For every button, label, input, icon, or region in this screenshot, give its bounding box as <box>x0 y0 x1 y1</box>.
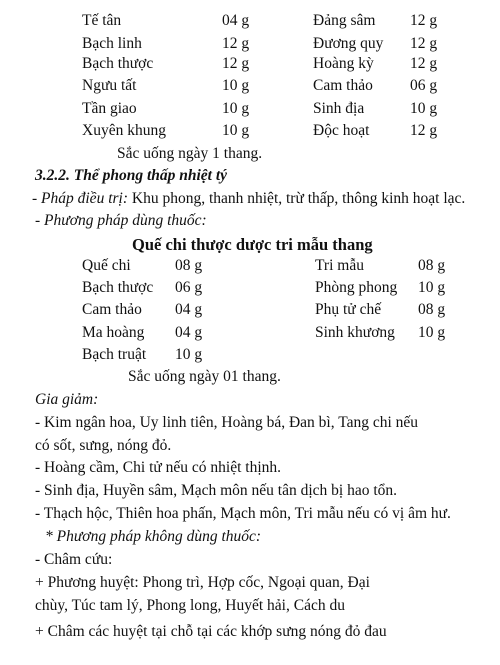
herb-dose: 08 g <box>418 301 446 318</box>
herb-name: Đương quy <box>313 35 384 52</box>
herb-dose: 10 g <box>222 122 250 139</box>
adjustment-label: Gia giảm: <box>35 391 99 408</box>
herb-dose: 12 g <box>222 55 250 72</box>
section-heading: 3.2.2. Thể phong thấp nhiệt tý <box>35 167 228 184</box>
herb-name: Sinh khương <box>315 324 395 341</box>
herb-name: Hoàng kỳ <box>313 55 374 72</box>
non-drug-method-label: * Phương pháp không dùng thuốc: <box>45 528 262 545</box>
adjustment-line: - Hoàng cầm, Chi tử nếu có nhiệt thịnh. <box>35 459 282 476</box>
herb-dose: 10 g <box>410 100 438 117</box>
treatment-principle-label: - Pháp điều trị: <box>32 190 128 207</box>
adjustment-line: có sốt, sưng, nóng đỏ. <box>35 437 172 454</box>
herb-dose: 12 g <box>410 35 438 52</box>
herb-dose: 06 g <box>175 279 203 296</box>
acupuncture-label: - Châm cứu: <box>35 551 113 568</box>
herb-name: Cam thảo <box>313 77 373 94</box>
formula-title: Quế chi thược dược tri mẫu thang <box>132 235 373 254</box>
medication-method-label: - Phương pháp dùng thuốc: <box>35 212 207 229</box>
acupuncture-line: chùy, Túc tam lý, Phong long, Huyết hải, Cách du <box>35 597 345 614</box>
herb-dose: 10 g <box>222 100 250 117</box>
herb-name: Phụ tử chế <box>315 301 382 318</box>
acupuncture-line: + Phương huyệt: Phong trì, Hợp cốc, Ngoại quan, Đại <box>35 574 370 591</box>
herb-name: Độc hoạt <box>313 122 370 139</box>
herb-dose: 04 g <box>222 12 250 29</box>
herb-name: Bạch linh <box>82 35 142 52</box>
herb-dose: 08 g <box>418 257 446 274</box>
herb-dose: 04 g <box>175 301 203 318</box>
herb-dose: 10 g <box>222 77 250 94</box>
herb-name: Tần giao <box>82 100 137 117</box>
adjustment-line: - Kim ngân hoa, Uy linh tiên, Hoàng bá, Đan bì, Tang chi nếu <box>35 414 419 431</box>
herb-dose: 12 g <box>410 12 438 29</box>
herb-name: Bạch truật <box>82 346 147 363</box>
herb-name: Tế tân <box>82 12 122 29</box>
herb-dose: 10 g <box>418 279 446 296</box>
dosage-note: Sắc uống ngày 01 thang. <box>128 368 281 385</box>
dosage-note: Sắc uống ngày 1 thang. <box>117 145 263 162</box>
herb-dose: 08 g <box>175 257 203 274</box>
adjustment-line: - Sinh địa, Huyền sâm, Mạch môn nếu tân dịch bị hao tổn. <box>35 482 398 499</box>
herb-name: Đảng sâm <box>313 12 376 29</box>
herb-name: Bạch thược <box>82 279 154 296</box>
herb-dose: 06 g <box>410 77 438 94</box>
adjustment-line: - Thạch hộc, Thiên hoa phấn, Mạch môn, Tri mẫu nếu có vị âm hư. <box>35 505 451 522</box>
herb-name: Xuyên khung <box>82 122 166 139</box>
herb-dose: 12 g <box>410 55 438 72</box>
herb-name: Phòng phong <box>315 279 398 296</box>
herb-dose: 12 g <box>222 35 250 52</box>
herb-name: Quế chi <box>82 257 131 274</box>
herb-name: Sinh địa <box>313 100 365 117</box>
herb-dose: 04 g <box>175 324 203 341</box>
herb-name: Cam thảo <box>82 301 142 318</box>
herb-name: Tri mẫu <box>315 257 364 274</box>
acupuncture-line: + Châm các huyệt tại chỗ tại các khớp sưng nóng đỏ đau <box>35 623 387 640</box>
herb-name: Ngưu tất <box>82 77 137 94</box>
treatment-principle <box>32 190 465 209</box>
herb-name: Ma hoàng <box>82 324 145 341</box>
herb-dose: 10 g <box>418 324 446 341</box>
herb-dose: 10 g <box>175 346 203 363</box>
herb-dose: 12 g <box>410 122 438 139</box>
treatment-principle-text: Khu phong, thanh nhiệt, trừ thấp, thông kinh hoạt lạc. <box>131 190 466 207</box>
herb-name: Bạch thược <box>82 55 154 72</box>
